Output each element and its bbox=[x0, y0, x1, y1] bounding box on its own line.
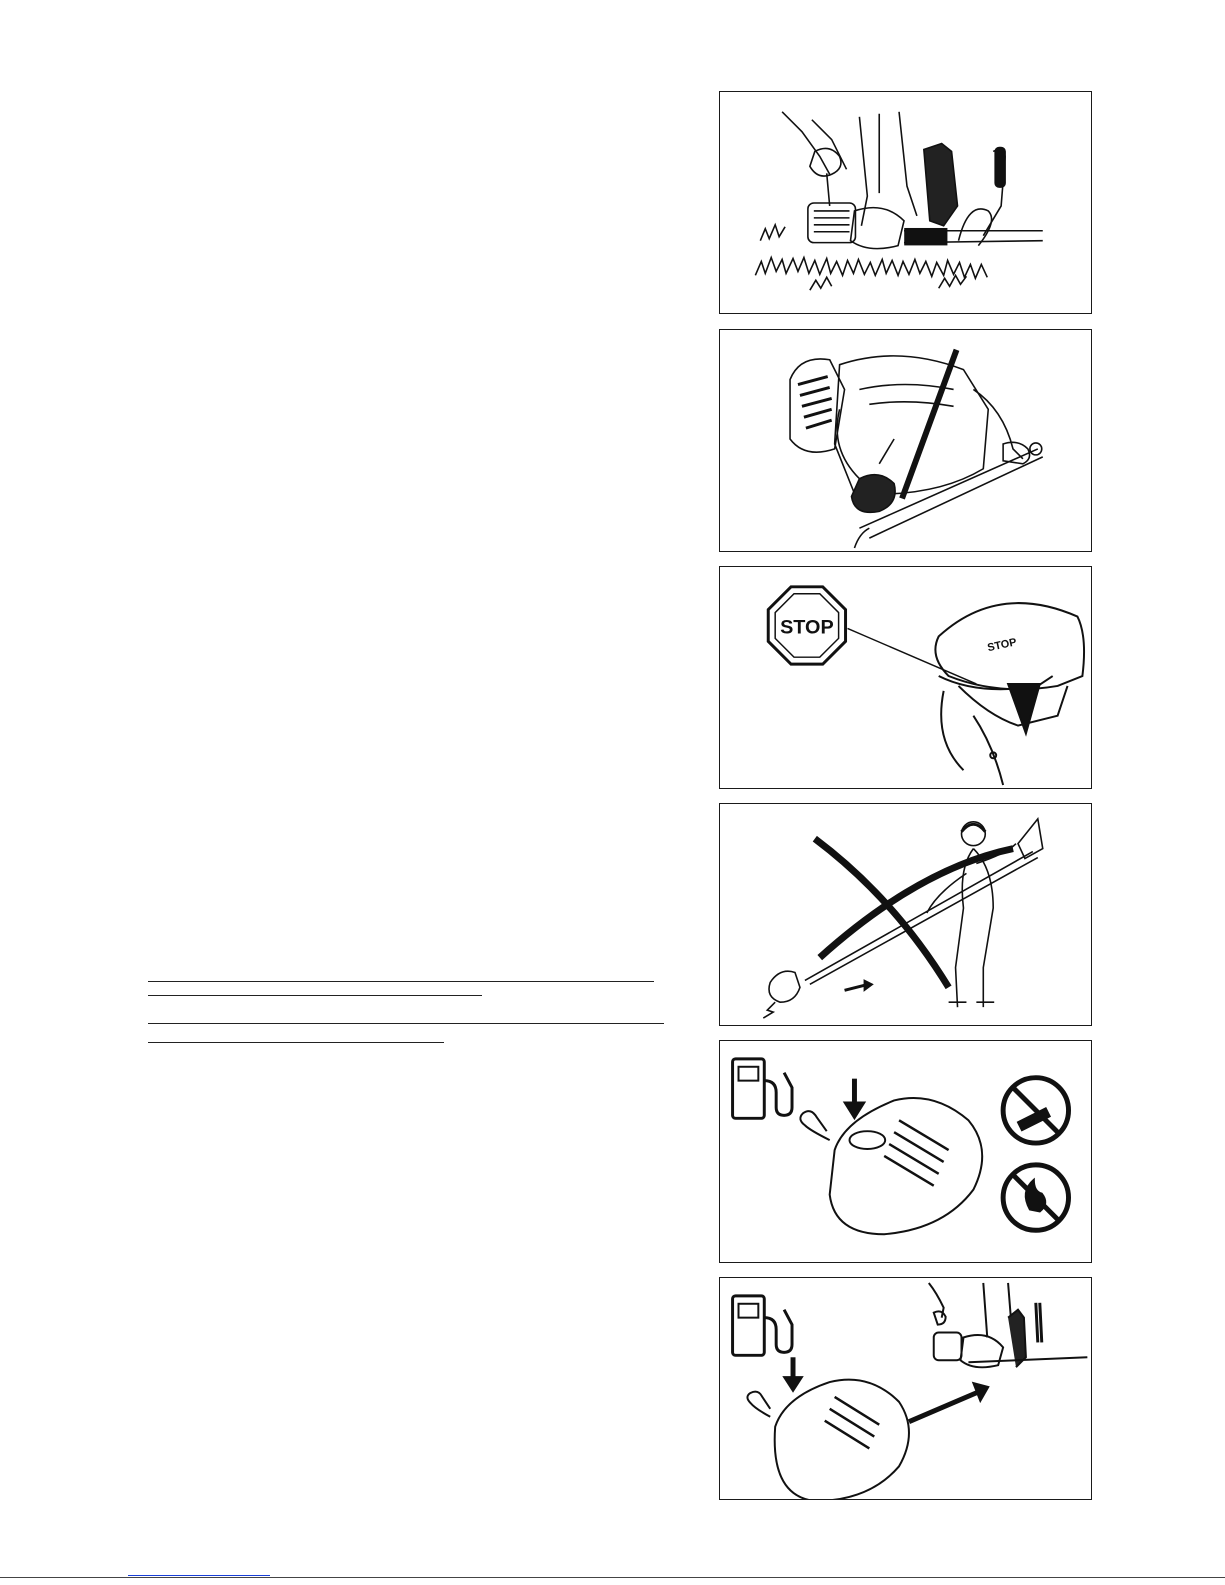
engine-start-icon bbox=[720, 92, 1091, 313]
illustration-stop-switch bbox=[719, 566, 1092, 789]
illustration-refuel-then-move-away bbox=[719, 1277, 1092, 1500]
switch-stop-label: STOP bbox=[986, 636, 1018, 655]
harness-icon bbox=[720, 330, 1091, 551]
footer-link[interactable] bbox=[128, 1575, 270, 1576]
footer-rule bbox=[0, 1577, 1225, 1578]
fuel-pump-icon bbox=[720, 1041, 1091, 1262]
text-rule-1 bbox=[148, 981, 654, 982]
illustration-no-wrong-stance bbox=[719, 803, 1092, 1026]
stop-sign-label: STOP bbox=[780, 616, 834, 639]
illustration-starting-on-ground bbox=[719, 91, 1092, 314]
text-rule-3 bbox=[148, 1023, 664, 1024]
fuel-pump-icon bbox=[720, 1278, 1091, 1499]
stop-sign-icon bbox=[720, 567, 1091, 788]
prohibited-cross-icon bbox=[720, 804, 1091, 1025]
illustration-operator-with-harness bbox=[719, 329, 1092, 552]
text-rule-2 bbox=[148, 995, 482, 996]
illustration-refuelling-no-smoking-no-fire bbox=[719, 1040, 1092, 1263]
text-rule-4 bbox=[148, 1042, 444, 1043]
